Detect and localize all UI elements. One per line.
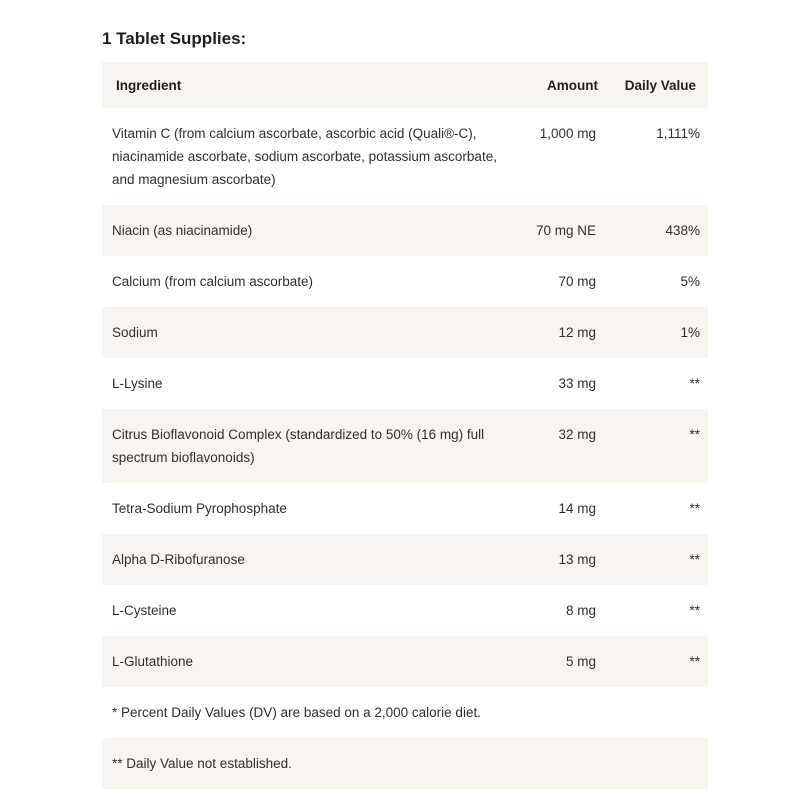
table-header-row <box>102 62 708 108</box>
ingredient-daily-value: 438% <box>665 223 700 238</box>
ingredient-name: Calcium (from calcium ascorbate) <box>112 274 314 289</box>
supplement-facts-section <box>102 26 708 789</box>
footnote-daily-value-not-established: ** Daily Value not established. <box>112 756 292 771</box>
ingredient-amount: 70 mg NE <box>535 223 596 238</box>
ingredient-amount: 8 mg <box>565 603 596 618</box>
ingredient-name: Sodium <box>112 325 158 340</box>
footnote-row <box>102 687 708 738</box>
ingredient-name: L-Lysine <box>112 376 163 391</box>
table-row <box>102 483 708 534</box>
footnote-row <box>102 738 708 789</box>
ingredient-daily-value: 1% <box>680 325 700 340</box>
ingredient-amount: 14 mg <box>558 501 596 516</box>
ingredient-amount: 13 mg <box>558 552 596 567</box>
ingredient-name: L-Cysteine <box>112 603 177 618</box>
ingredient-amount: 32 mg <box>558 427 596 442</box>
table-row <box>102 256 708 307</box>
ingredient-name: Alpha D-Ribofuranose <box>112 552 245 567</box>
ingredient-name: Vitamin C (from calcium ascorbate, ascorbic acid (Quali®-C), niacinamide ascorbate, sodium ascorbate, potassium ascorbate, and magnesium ascorbate) <box>112 126 497 187</box>
ingredient-name: Citrus Bioflavonoid Complex (standardized to 50% (16 mg) full spectrum bioflavonoids) <box>112 427 485 465</box>
ingredient-amount: 1,000 mg <box>539 126 596 141</box>
table-row <box>102 205 708 256</box>
table-row <box>102 636 708 687</box>
footnote-percent-daily-values: * Percent Daily Values (DV) are based on a 2,000 calorie diet. <box>112 705 481 720</box>
ingredient-daily-value: ** <box>689 427 700 442</box>
column-header-ingredient: Ingredient <box>116 77 182 93</box>
ingredient-amount: 5 mg <box>565 654 596 669</box>
table-row <box>102 108 708 205</box>
table-row <box>102 534 708 585</box>
ingredient-daily-value: ** <box>689 501 700 516</box>
ingredient-daily-value: ** <box>689 552 700 567</box>
ingredient-amount: 12 mg <box>558 325 596 340</box>
ingredient-name: Niacin (as niacinamide) <box>112 223 253 238</box>
ingredient-daily-value: 1,111% <box>656 126 700 141</box>
ingredient-amount: 33 mg <box>558 376 596 391</box>
ingredient-amount: 70 mg <box>558 274 596 289</box>
ingredient-name: L-Glutathione <box>112 654 194 669</box>
table-row <box>102 585 708 636</box>
column-header-amount: Amount <box>547 77 598 93</box>
ingredient-name: Tetra-Sodium Pyrophosphate <box>112 501 287 516</box>
ingredient-daily-value: ** <box>689 376 700 391</box>
column-header-daily-value: Daily Value <box>624 77 696 93</box>
table-row <box>102 358 708 409</box>
ingredient-daily-value: ** <box>689 654 700 669</box>
supplement-facts-table <box>102 62 708 789</box>
table-row <box>102 409 708 483</box>
ingredient-daily-value: 5% <box>680 274 700 289</box>
table-row <box>102 307 708 358</box>
ingredient-daily-value: ** <box>689 603 700 618</box>
section-title: 1 Tablet Supplies: <box>102 29 247 48</box>
